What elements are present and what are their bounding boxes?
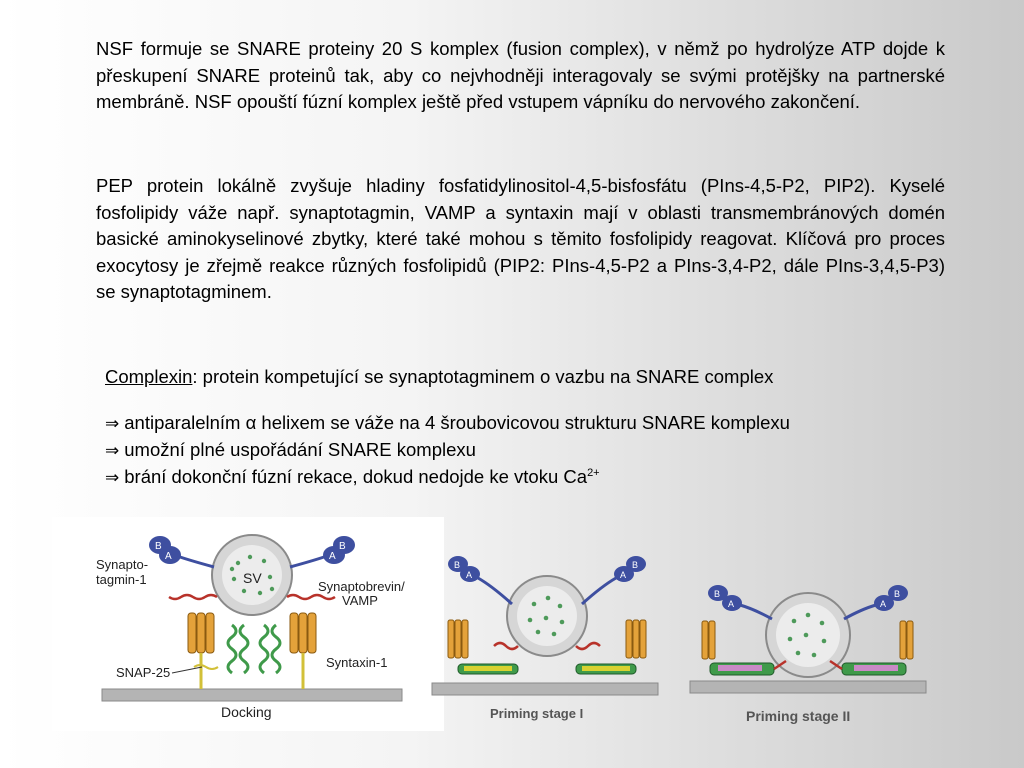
synaptotagmin-label-line1: Synapto- (96, 557, 149, 572)
domain-a-label: A (165, 551, 172, 562)
domain-b-label: B (454, 560, 461, 570)
snap25-leader-line (172, 667, 202, 673)
snap25-right (260, 625, 280, 673)
domain-a-label: A (880, 599, 887, 609)
priming-stage-2-diagram (688, 565, 928, 735)
snare-helix-left (464, 666, 512, 671)
list-item (105, 410, 975, 437)
syntaxin-right (626, 620, 646, 658)
syntaxin-left (702, 621, 715, 659)
synaptotagmin-linker (844, 605, 876, 619)
syntaxin-left (188, 613, 214, 689)
vamp-left (169, 595, 217, 599)
complexin-definition (105, 364, 965, 390)
vamp-right (287, 595, 335, 599)
domain-a-label: A (620, 570, 627, 580)
synaptotagmin-label-line2: tagmin-1 (96, 572, 147, 587)
synaptobrevin-label-line1: Synaptobrevin/ (318, 579, 405, 594)
calcium-charge: 2+ (587, 467, 600, 479)
bullet-text: antiparalelním (124, 412, 246, 433)
plasma-membrane (690, 681, 926, 693)
list-item (105, 437, 975, 464)
priming-stage-1-caption: Priming stage I (490, 706, 584, 721)
domain-b-label: B (894, 589, 901, 599)
priming-stage-2-illustration (688, 565, 928, 735)
complexin-effects-list (105, 410, 975, 491)
snap25-label: SNAP-25 (116, 665, 171, 680)
synaptotagmin-linker (290, 557, 324, 567)
priming-stage-1-diagram (430, 528, 666, 728)
paragraph-nsf: NSF formuje se SNARE proteiny 20 S komplex (fusion complex), v němž po hydrolýze ATP dojde k přeskupení SNARE proteinů tak, aby co nejvhodněji interagovaly se svými protějšky na partnerské membráně. NSF opouští fúzní komplex ještě před vstupem vápníku do nervového zakončení. (96, 38, 945, 112)
bullet-text: brání dokonční fúzní rekace, dokud nedojde ke vtoku Ca (124, 466, 588, 487)
domain-b-label: B (632, 560, 639, 570)
docking-diagram (52, 517, 444, 731)
synaptotagmin-linker (180, 557, 214, 567)
snap25-left (228, 625, 248, 673)
complexin-right (854, 665, 898, 671)
domain-b-label: B (714, 589, 721, 599)
docking-illustration (52, 517, 444, 731)
synaptotagmin-linker (582, 578, 616, 604)
docking-caption: Docking (221, 704, 272, 720)
vesicle-label: SV (243, 570, 262, 586)
syntaxin-label: Syntaxin-1 (326, 655, 388, 670)
domain-b-label: B (339, 541, 346, 552)
paragraph-pep: PEP protein lokálně zvyšuje hladiny fosfatidylinositol-4,5-bisfosfátu (PIns-4,5-P2, PIP2). Kyselé fosfolipidy váže např. synaptotagmin, VAMP a syntaxin mají v oblasti transmembránových domén basické aminokyselinové zbytky, které také mohou s těmito fosfolipidy reagovat. Klíčová pro proces exocytosy je zřejmě reakce různých fosfolipidů (PIP2: PIns-4,5-P2 a PIns-3,4-P2, dále PIns-3,4,5-P3) se synaptotagminem. (96, 175, 945, 302)
domain-b-label: B (155, 541, 162, 552)
snap25-anchor (194, 665, 218, 669)
synaptobrevin-label-line2: VAMP (342, 593, 378, 608)
plasma-membrane (432, 683, 658, 695)
domain-a-label: A (329, 551, 336, 562)
plasma-membrane (102, 689, 402, 701)
domain-a-label: A (728, 599, 735, 609)
alpha-symbol: α (245, 412, 257, 433)
syntaxin-right (900, 621, 913, 659)
snare-helix-right (582, 666, 630, 671)
bullet-text: umožní plné uspořádání SNARE komplexu (124, 439, 476, 460)
complexin-definition-text: : protein kompetující se synaptotagminem o vazbu na SNARE complex (192, 366, 774, 387)
synaptotagmin-linker (478, 578, 512, 604)
synaptotagmin-linker (740, 605, 772, 619)
complexin-left (718, 665, 762, 671)
implies-arrow-icon: ⇒ (105, 468, 120, 488)
implies-arrow-icon: ⇒ (105, 414, 120, 434)
complexin-term: Complexin (105, 366, 193, 387)
domain-a-label: A (466, 570, 473, 580)
priming-stage-1-illustration (430, 528, 666, 728)
priming-stage-2-caption: Priming stage II (746, 708, 851, 724)
list-item (105, 464, 975, 491)
implies-arrow-icon: ⇒ (105, 441, 120, 461)
bullet-text: helixem se váže na 4 šroubovicovou strukturu SNARE komplexu (256, 412, 790, 433)
syntaxin-right (290, 613, 316, 689)
syntaxin-left (448, 620, 468, 658)
